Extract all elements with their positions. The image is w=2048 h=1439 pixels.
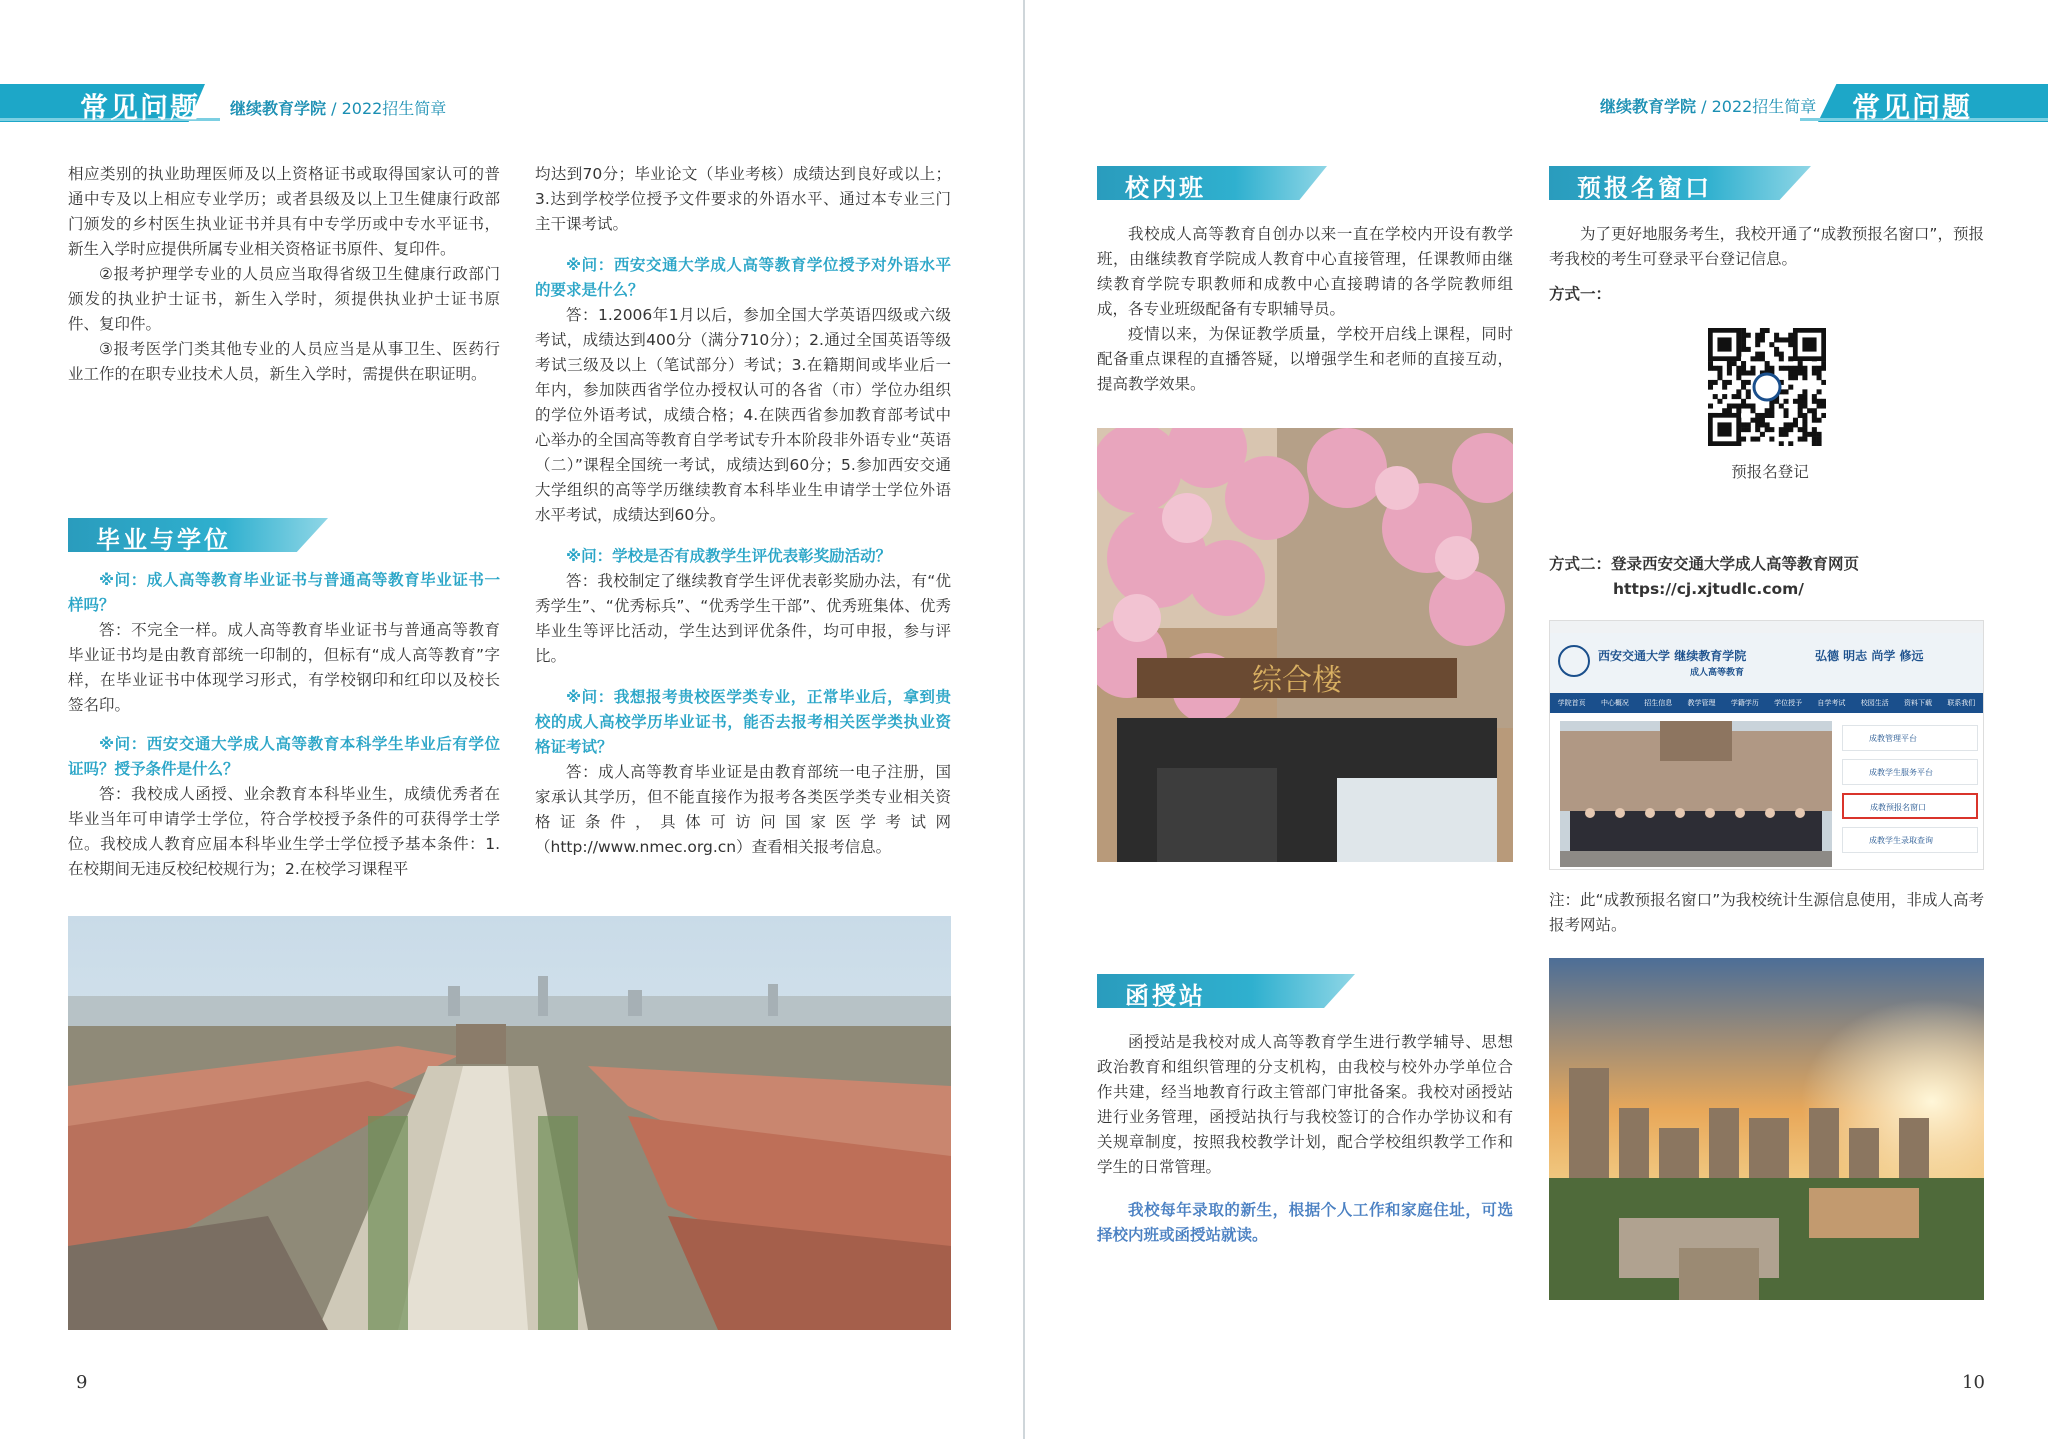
school-logo-icon xyxy=(1558,645,1590,677)
right-col1-p3: 函授站是我校对成人高等教育学生进行教学辅导、思想政治教育和组织管理的分支机构，由我校与校外办学单位合作共建，经当地教育行政主管部门审批备案。我校对函授站进行业务管理，函授站执行与我校签订的合作办学协议和有关规章制度，按照我校教学计划，配合学校组织教学工作和学生的日常管理。 xyxy=(1097,1033,1513,1176)
left-col1-a2: 答：我校成人函授、业余教育本科毕业生，成绩优秀者在毕业当年可申请学士学位，符合学校授予条件的可获得学士学位。我校成人教育应届本科毕业生学士学位授予基本条件：1.在校期间无违反校纪校规行为；2.在校学习课程平 xyxy=(68,785,500,878)
campus-aerial-photo xyxy=(68,916,951,1330)
site-motto: 弘德 明志 尚学 修远 xyxy=(1815,649,1924,663)
site-group-photo xyxy=(1560,721,1832,867)
left-col2-q1: ※问：西安交通大学成人高等教育学位授予对外语水平的要求是什么？ xyxy=(535,256,951,299)
site-nav-item[interactable]: 学位授予 xyxy=(1774,699,1803,707)
header-right-year: 2022招生简章 xyxy=(1711,97,1817,116)
browser-bar xyxy=(1550,621,1983,633)
left-col1-q2: ※问：西安交通大学成人高等教育本科学生毕业后有学位证吗？授予条件是什么？ xyxy=(68,735,500,778)
left-col1-p2: ②报考护理学专业的人员应当取得省级卫生健康行政部门颁发的执业护士证书，新生入学时，须提供执业护士证书原件、复印件。 xyxy=(68,265,500,333)
section-oncampus-title: 校内班 xyxy=(1125,174,1206,202)
right-col1-top xyxy=(1097,222,1513,397)
site-school-name: 西安交通大学 xyxy=(1598,649,1671,663)
site-side-item[interactable]: 成教管理平台 xyxy=(1842,725,1978,751)
section-correspondence-title: 函授站 xyxy=(1125,982,1206,1010)
right-col1-note: 我校每年录取的新生，根据个人工作和家庭住址，可选择校内班或函授站就读。 xyxy=(1097,1201,1513,1244)
website-screenshot xyxy=(1549,620,1984,870)
way-one-label: 方式一： xyxy=(1549,285,1612,303)
section-graduation-title: 毕业与学位 xyxy=(96,526,231,554)
left-col2-a2: 答：我校制定了继续教育学生评优表彰奖励办法，有“优秀学生”、“优秀标兵”、“优秀学生干部”、优秀班集体、优秀毕业生等评比活动，学生达到评优条件，均可申报，参与评比。 xyxy=(535,572,951,665)
left-col1-top xyxy=(68,162,500,387)
site-side-item[interactable]: 成教学生录取查询 xyxy=(1842,827,1978,853)
cherry-blossom-building-photo xyxy=(1097,428,1513,862)
header-right-school: 继续教育学院 xyxy=(1600,97,1697,116)
right-col2-note: 注：此“成教预报名窗口”为我校统计生源信息使用，非成人高考报考网站。 xyxy=(1549,891,1984,934)
left-col1-p3: ③报考医学门类其他专业的人员应当是从事卫生、医药行业工作的在职专业技术人员，新生入学时，需提供在职证明。 xyxy=(68,340,500,383)
left-col2-p1: 均达到70分；毕业论文（毕业考核）成绩达到良好或以上；3.达到学校学位授予文件要求的外语水平、通过本专业三门主干课考试。 xyxy=(535,165,951,233)
site-nav-item[interactable]: 学院首页 xyxy=(1557,699,1586,707)
website-url[interactable]: https://cj.xjtudlc.com/ xyxy=(1613,580,1804,598)
site-side-item[interactable]: 成教预报名窗口 xyxy=(1842,793,1978,819)
site-nav xyxy=(1550,693,1983,713)
left-col1-p1: 相应类别的执业助理医师及以上资格证书或取得国家认可的普通中专及以上相应专业学历；或者县级及以上卫生健康行政部门颁发的乡村医生执业证书并具有中专学历或中专水平证书，新生入学时应提供所属专业相关资格证书原件、复印件。 xyxy=(68,165,500,258)
left-col2-a1: 答：1.2006年1月以后，参加全国大学英语四级或六级考试，成绩达到400分（满分710分）；2.通过全国英语等级考试三级及以上（笔试部分）考试；3.在籍期间或毕业后一年内，参加陕西省学位办授权认可的各省（市）学位办组织的学位外语考试，成绩合格；4.在陕西省参加教育部考试中心举办的全国高等教育自学考试专升本阶段非外语专业“英语（二）”课程全国统一考试，成绩达到60分；5.参加西安交通大学组织的高等学历继续教育本科毕业生申请学士学位外语水平考试，成绩达到60分。 xyxy=(535,306,951,524)
header-left-subtitle: 继续教育学院 / 2022招生简章 xyxy=(230,99,447,118)
campus-sunset-photo xyxy=(1549,958,1984,1300)
site-college-name: 继续教育学院 xyxy=(1674,649,1747,663)
left-col1-q1: ※问：成人高等教育毕业证书与普通高等教育毕业证书一样吗？ xyxy=(68,571,500,614)
site-nav-item[interactable]: 自学考试 xyxy=(1817,699,1846,707)
header-left-title: 常见问题 xyxy=(80,91,201,124)
section-graduation xyxy=(68,518,328,552)
site-nav-item[interactable]: 校园生活 xyxy=(1860,699,1889,707)
site-nav-item[interactable]: 学籍学历 xyxy=(1730,699,1759,707)
site-school-line xyxy=(1598,647,1746,664)
section-correspondence xyxy=(1097,974,1355,1008)
site-header xyxy=(1550,633,1983,693)
building-sign: 综合楼 xyxy=(1252,663,1342,698)
site-side-item[interactable]: 成教学生服务平台 xyxy=(1842,759,1978,785)
book-spine xyxy=(1023,0,1025,1439)
qr-code[interactable] xyxy=(1708,328,1826,446)
page-number-left: 9 xyxy=(76,1372,88,1393)
right-col2-p1: 为了更好地服务考生，我校开通了“成教预报名窗口”，预报考我校的考生可登录平台登记信息。 xyxy=(1549,225,1984,268)
left-col1-qa xyxy=(68,568,500,882)
left-col1-a1: 答：不完全一样。成人高等教育毕业证书与普通高等教育毕业证书均是由教育部统一印制的，但标有“成人高等教育”字样，在毕业证书中体现学习形式，有学校钢印和红印以及校长签名印。 xyxy=(68,621,500,714)
site-side-menu xyxy=(1842,725,1978,861)
right-col1-p2: 疫情以来，为保证教学质量，学校开启线上课程，同时配备重点课程的直播答疑，以增强学生和老师的直接互动，提高教学效果。 xyxy=(1097,325,1513,393)
right-col1-bottom xyxy=(1097,1030,1513,1248)
site-nav-item[interactable]: 教学管理 xyxy=(1687,699,1716,707)
left-col2-a3: 答：成人高等教育毕业证是由教育部统一电子注册，国家承认其学历，但不能直接作为报考各类医学类专业相关资格证条件，具体可访问国家医学考试网（http://www.nmec.org.cn）查看相关报考信息。 xyxy=(535,763,951,856)
site-sub-name: 成人高等教育 xyxy=(1690,668,1745,678)
left-col2 xyxy=(535,162,951,860)
way-two-label: 方式二：登录西安交通大学成人高等教育网页 xyxy=(1549,555,1860,573)
site-nav-item[interactable]: 中心概况 xyxy=(1600,699,1629,707)
section-oncampus xyxy=(1097,166,1327,200)
header-left-school: 继续教育学院 xyxy=(230,99,327,118)
section-prereg-title: 预报名窗口 xyxy=(1577,174,1712,202)
left-col2-q2: ※问：学校是否有成教学生评优表彰奖励活动？ xyxy=(566,547,892,565)
qr-caption: 预报名登记 xyxy=(1731,463,1809,481)
right-col1-p1: 我校成人高等教育自创办以来一直在学校内开设有教学班，由继续教育学院成人教育中心直接管理，任课教师由继续教育学院专职教师和成教中心直接聘请的各学院教师组成，各专业班级配备有专职辅导员。 xyxy=(1097,225,1513,318)
section-prereg xyxy=(1549,166,1811,200)
site-nav-item[interactable]: 资料下载 xyxy=(1904,699,1933,707)
header-right-subtitle: 继续教育学院 / 2022招生简章 xyxy=(1600,97,1817,116)
page-number-right: 10 xyxy=(1962,1372,1985,1393)
right-col2-way2 xyxy=(1549,552,1984,602)
site-nav-item[interactable]: 联系我们 xyxy=(1947,699,1976,707)
right-col2-intro xyxy=(1549,222,1984,307)
left-col2-q3: ※问：我想报考贵校医学类专业，正常毕业后，拿到贵校的成人高校学历毕业证书，能否去报考相关医学类执业资格证考试？ xyxy=(535,688,951,756)
header-right-title: 常见问题 xyxy=(1852,91,1973,124)
site-nav-item[interactable]: 招生信息 xyxy=(1644,699,1673,707)
qr-logo-icon xyxy=(1754,374,1780,400)
header-left-year: 2022招生简章 xyxy=(341,99,447,118)
